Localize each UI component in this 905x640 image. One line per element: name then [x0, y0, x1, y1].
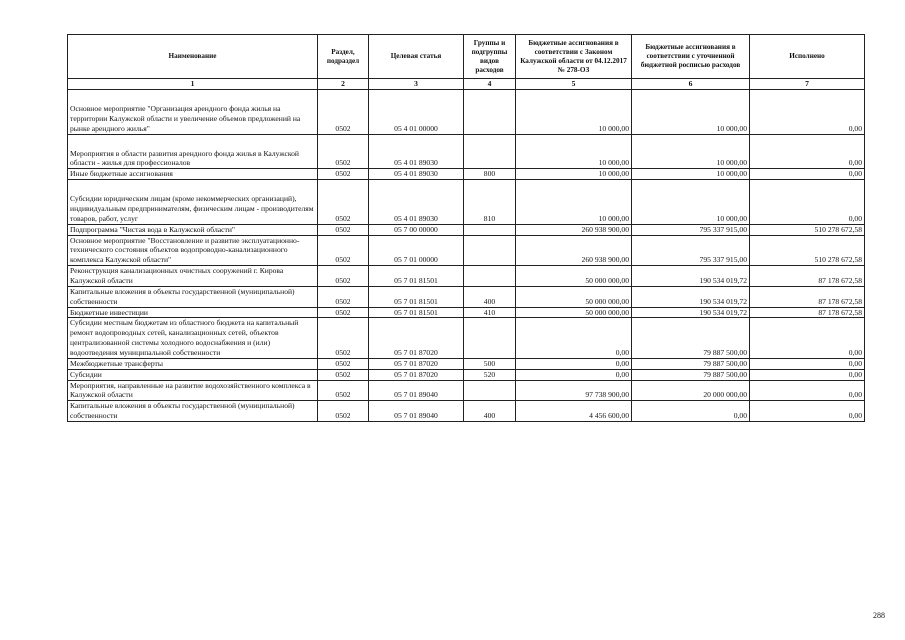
row-law-amount-cell: 0,00 [516, 318, 632, 358]
row-name-cell: Основное мероприятие "Организация арендного фонда жилья на территории Калужской области и увеличение объемов предложений на рынке арендного жилья" [68, 90, 318, 135]
row-group-cell: 800 [464, 169, 516, 180]
row-target-cell: 05 7 01 89040 [369, 401, 464, 422]
row-target-cell: 05 7 01 87020 [369, 358, 464, 369]
column-number: 1 [68, 79, 318, 90]
row-section-cell: 0502 [318, 224, 369, 235]
table-row [68, 380, 865, 401]
row-section-cell: 0502 [318, 134, 369, 169]
row-group-cell: 400 [464, 401, 516, 422]
row-law-amount-cell: 50 000 000,00 [516, 266, 632, 287]
table-row [68, 134, 865, 169]
header-section: Раздел, подраздел [318, 35, 369, 79]
row-target-cell: 05 7 01 89040 [369, 380, 464, 401]
row-adjusted-amount-cell: 795 337 915,00 [632, 224, 750, 235]
row-law-amount-cell: 10 000,00 [516, 134, 632, 169]
row-group-cell [464, 318, 516, 358]
row-adjusted-amount-cell: 190 534 019,72 [632, 266, 750, 287]
row-target-cell: 05 7 01 81501 [369, 286, 464, 307]
row-section-cell: 0502 [318, 180, 369, 225]
row-name-cell: Основное мероприятие "Восстановление и развитие эксплуатационно-технического состояния объектов водопроводно-канализационного комплекса Калужской области" [68, 235, 318, 266]
column-number: 2 [318, 79, 369, 90]
row-executed-amount-cell: 87 178 672,58 [750, 307, 865, 318]
column-number: 6 [632, 79, 750, 90]
row-section-cell: 0502 [318, 90, 369, 135]
table-row [68, 286, 865, 307]
header-groups: Группы и подгруппы видов расходов [464, 35, 516, 79]
row-name-cell: Субсидии юридическим лицам (кроме некоммерческих организаций), индивидуальным предпринимателям, физическим лицам - производителям товаров, работ, услуг [68, 180, 318, 225]
row-target-cell: 05 7 01 81501 [369, 307, 464, 318]
row-name-cell: Капитальные вложения в объекты государственной (муниципальной) собственности [68, 401, 318, 422]
row-adjusted-amount-cell: 10 000,00 [632, 134, 750, 169]
row-executed-amount-cell: 0,00 [750, 169, 865, 180]
row-adjusted-amount-cell: 795 337 915,00 [632, 235, 750, 266]
row-target-cell: 05 4 01 89030 [369, 180, 464, 225]
row-executed-amount-cell: 87 178 672,58 [750, 286, 865, 307]
row-target-cell: 05 7 00 00000 [369, 224, 464, 235]
row-section-cell: 0502 [318, 358, 369, 369]
row-executed-amount-cell: 0,00 [750, 358, 865, 369]
row-target-cell: 05 7 01 81501 [369, 266, 464, 287]
table-body [68, 79, 865, 422]
table-row [68, 90, 865, 135]
row-name-cell: Субсидии [68, 369, 318, 380]
row-section-cell: 0502 [318, 380, 369, 401]
table-row [68, 169, 865, 180]
column-number: 3 [369, 79, 464, 90]
row-section-cell: 0502 [318, 286, 369, 307]
row-adjusted-amount-cell: 10 000,00 [632, 180, 750, 225]
row-name-cell: Подпрограмма "Чистая вода в Калужской области" [68, 224, 318, 235]
row-law-amount-cell: 50 000 000,00 [516, 307, 632, 318]
row-group-cell [464, 90, 516, 135]
row-name-cell: Реконструкция канализационных очистных сооружений г. Кирова Калужской области [68, 266, 318, 287]
row-section-cell: 0502 [318, 266, 369, 287]
header-target: Целевая статья [369, 35, 464, 79]
row-executed-amount-cell: 0,00 [750, 380, 865, 401]
column-number-row [68, 79, 865, 90]
budget-table [67, 34, 865, 422]
row-law-amount-cell: 10 000,00 [516, 90, 632, 135]
row-section-cell: 0502 [318, 169, 369, 180]
row-law-amount-cell: 260 938 900,00 [516, 224, 632, 235]
row-adjusted-amount-cell: 20 000 000,00 [632, 380, 750, 401]
row-law-amount-cell: 50 000 000,00 [516, 286, 632, 307]
row-section-cell: 0502 [318, 369, 369, 380]
row-adjusted-amount-cell: 190 534 019,72 [632, 286, 750, 307]
row-target-cell: 05 7 01 87020 [369, 369, 464, 380]
row-adjusted-amount-cell: 190 534 019,72 [632, 307, 750, 318]
row-group-cell: 500 [464, 358, 516, 369]
row-section-cell: 0502 [318, 318, 369, 358]
header-adjusted: Бюджетные ассигнования в соответствии с уточненной бюджетной росписью расходов [632, 35, 750, 79]
row-name-cell: Мероприятия, направленные на развитие водохозяйственного комплекса в Калужской области [68, 380, 318, 401]
row-executed-amount-cell: 0,00 [750, 90, 865, 135]
row-target-cell: 05 4 01 89030 [369, 169, 464, 180]
column-number: 4 [464, 79, 516, 90]
header-executed: Исполнено [750, 35, 865, 79]
row-law-amount-cell: 10 000,00 [516, 169, 632, 180]
row-executed-amount-cell: 510 278 672,58 [750, 235, 865, 266]
column-number: 7 [750, 79, 865, 90]
header-law: Бюджетные ассигнования в соответствии с Законом Калужской области от 04.12.2017 № 278-ОЗ [516, 35, 632, 79]
row-adjusted-amount-cell: 0,00 [632, 401, 750, 422]
row-executed-amount-cell: 87 178 672,58 [750, 266, 865, 287]
row-target-cell: 05 4 01 00000 [369, 90, 464, 135]
row-group-cell: 400 [464, 286, 516, 307]
row-group-cell: 410 [464, 307, 516, 318]
row-law-amount-cell: 260 938 900,00 [516, 235, 632, 266]
row-executed-amount-cell: 510 278 672,58 [750, 224, 865, 235]
table-row [68, 235, 865, 266]
table-row [68, 180, 865, 225]
header-name: Наименование [68, 35, 318, 79]
row-name-cell: Межбюджетные трансферты [68, 358, 318, 369]
row-law-amount-cell: 10 000,00 [516, 180, 632, 225]
table-row [68, 224, 865, 235]
row-group-cell [464, 224, 516, 235]
table-row [68, 369, 865, 380]
row-adjusted-amount-cell: 10 000,00 [632, 90, 750, 135]
row-law-amount-cell: 4 456 600,00 [516, 401, 632, 422]
row-group-cell [464, 380, 516, 401]
row-target-cell: 05 4 01 89030 [369, 134, 464, 169]
table-row [68, 307, 865, 318]
table-row [68, 401, 865, 422]
row-executed-amount-cell: 0,00 [750, 369, 865, 380]
row-group-cell [464, 266, 516, 287]
row-law-amount-cell: 0,00 [516, 358, 632, 369]
row-name-cell: Капитальные вложения в объекты государственной (муниципальной) собственности [68, 286, 318, 307]
row-target-cell: 05 7 01 00000 [369, 235, 464, 266]
row-group-cell [464, 235, 516, 266]
row-executed-amount-cell: 0,00 [750, 318, 865, 358]
row-name-cell: Субсидии местным бюджетам из областного бюджета на капитальный ремонт водопроводных сетей, канализационных сетей, объектов централизованной системы холодного водоснабжения и (или) водоотведения муниципальной собственности [68, 318, 318, 358]
table-row [68, 266, 865, 287]
row-target-cell: 05 7 01 87020 [369, 318, 464, 358]
row-adjusted-amount-cell: 10 000,00 [632, 169, 750, 180]
row-adjusted-amount-cell: 79 887 500,00 [632, 369, 750, 380]
row-law-amount-cell: 0,00 [516, 369, 632, 380]
page-number: 288 [873, 611, 885, 620]
column-number: 5 [516, 79, 632, 90]
row-section-cell: 0502 [318, 235, 369, 266]
row-group-cell [464, 134, 516, 169]
row-executed-amount-cell: 0,00 [750, 180, 865, 225]
row-name-cell: Бюджетные инвестиции [68, 307, 318, 318]
row-section-cell: 0502 [318, 401, 369, 422]
row-name-cell: Мероприятия в области развития арендного фонда жилья в Калужской области - жилья для профессионалов [68, 134, 318, 169]
row-law-amount-cell: 97 738 900,00 [516, 380, 632, 401]
table-row [68, 318, 865, 358]
row-group-cell: 520 [464, 369, 516, 380]
row-group-cell: 810 [464, 180, 516, 225]
row-executed-amount-cell: 0,00 [750, 401, 865, 422]
row-adjusted-amount-cell: 79 887 500,00 [632, 318, 750, 358]
row-adjusted-amount-cell: 79 887 500,00 [632, 358, 750, 369]
row-executed-amount-cell: 0,00 [750, 134, 865, 169]
row-section-cell: 0502 [318, 307, 369, 318]
table-row [68, 358, 865, 369]
row-name-cell: Иные бюджетные ассигнования [68, 169, 318, 180]
